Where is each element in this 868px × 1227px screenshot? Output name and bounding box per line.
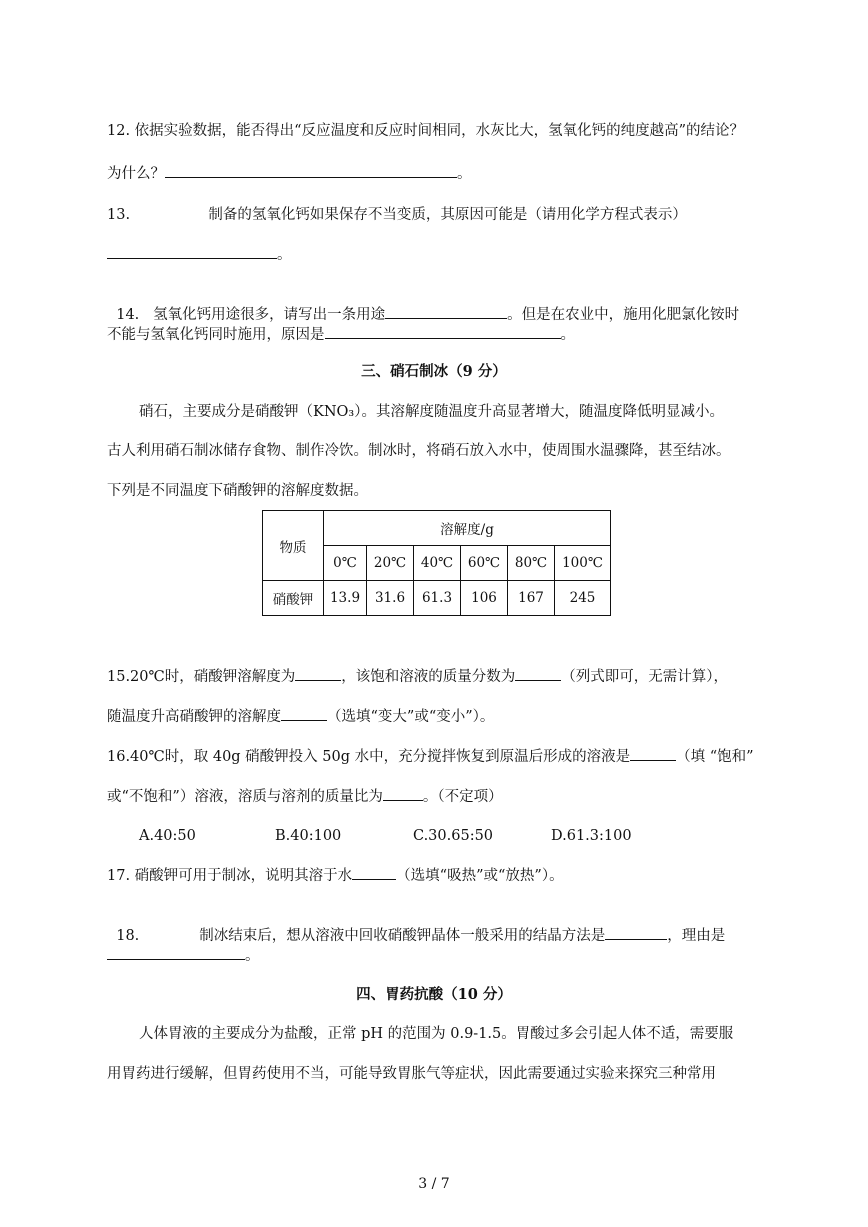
q12-line1: 12. 依据实验数据，能否得出“反应温度和反应时间相同，水灰比大，氢氧化钙的纯度越高”的结论？ [107, 123, 744, 139]
q17-answer-blank[interactable] [352, 865, 396, 880]
section3-title: 三、硝石制冰（9 分） [361, 363, 507, 380]
table-cell: 13.9 [324, 581, 367, 616]
q17-line [107, 865, 564, 886]
q16-option-d[interactable]: D.61.3:100 [551, 828, 632, 844]
q15-text-a: 15.20℃时，硝酸钾溶解度为 [107, 669, 296, 685]
q15-line1 [107, 666, 728, 687]
q16-line1 [107, 746, 754, 767]
q14-line2-suffix: 。 [560, 327, 575, 343]
q16-text-c: 或“不饱和”）溶液，溶质与溶剂的质量比为 [107, 789, 383, 805]
q16-saturation-blank[interactable] [630, 746, 676, 761]
page-number: 3 / 7 [418, 1176, 450, 1192]
q16-option-b[interactable]: B.40:100 [275, 828, 342, 844]
section4-para2: 用胃药进行缓解，但胃药使用不当，可能导致胃胀气等症状，因此需要通过实验来探究三种常用 [107, 1066, 716, 1082]
section4-para1: 人体胃液的主要成分为盐酸，正常 pH 的范围为 0.9-1.5。胃酸过多会引起人体不适，需要服 [139, 1026, 734, 1042]
q16-line2 [107, 786, 503, 807]
q14-line2 [107, 324, 575, 345]
table-temp: 20℃ [367, 546, 414, 581]
q13-suffix: 。 [277, 247, 292, 263]
q15-text-d: 随温度升高硝酸钾的溶解度 [107, 709, 281, 725]
section3-para3: 下列是不同温度下硝酸钾的溶解度数据。 [107, 483, 368, 499]
q14-suffix: 。但是在农业中，施用化肥氯化铵时 [507, 307, 740, 323]
q12-suffix: 。 [457, 166, 472, 182]
q15-text-b: ，该饱和溶液的质量分数为 [341, 669, 516, 685]
q17-text-b: （选填“吸热”或“放热”）。 [396, 868, 564, 884]
table-row-label: 硝酸钾 [263, 581, 324, 616]
solubility-table [262, 510, 611, 616]
q15-trend-blank[interactable] [281, 706, 327, 721]
q16-option-a[interactable]: A.40:50 [139, 828, 196, 844]
q18-reason-blank[interactable] [107, 945, 245, 960]
q13-line2 [107, 244, 292, 265]
q18-text-a: 18. 制冰结束后，想从溶液中回收硝酸钾晶体一般采用的结晶方法是 [116, 928, 606, 944]
table-cell: 61.3 [414, 581, 461, 616]
q17-text-a: 17. 硝酸钾可用于制冰，说明其溶于水 [107, 868, 353, 884]
q12-line2 [107, 163, 472, 184]
table-temp: 60℃ [461, 546, 508, 581]
table-solubility-header: 溶解度/g [324, 511, 611, 546]
q15-text-c: （列式即可，无需计算）， [561, 669, 728, 685]
q18-line2 [107, 945, 260, 966]
q12-answer-blank[interactable] [165, 163, 457, 178]
q15-text-e: （选填“变大”或“变小”）。 [327, 709, 495, 725]
q14-use-blank[interactable] [385, 304, 507, 319]
table-cell: 167 [508, 581, 555, 616]
table-cell: 106 [461, 581, 508, 616]
table-cell: 31.6 [367, 581, 414, 616]
q14-reason-blank[interactable] [325, 324, 561, 339]
q13-line1: 13. 制备的氢氧化钙如果保存不当变质，其原因可能是（请用化学方程式表示） [107, 207, 687, 223]
q18-line1 [107, 905, 725, 946]
q12-prefix: 为什么？ [107, 166, 165, 182]
q15-line2 [107, 706, 494, 727]
q18-method-blank[interactable] [605, 925, 667, 940]
section4-title: 四、胃药抗酸（10 分） [356, 986, 512, 1003]
q16-option-c[interactable]: C.30.65:50 [413, 828, 494, 844]
table-temp: 0℃ [324, 546, 367, 581]
section3-para2: 古人利用硝石制冰储存食物、制作冷饮。制冰时，将硝石放入水中，使周围水温骤降，甚至结冰。 [107, 443, 731, 459]
section3-para1: 硝石，主要成分是硝酸钾（KNO₃）。其溶解度随温度升高显著增大，随温度降低明显减小。 [139, 404, 724, 420]
q14-line2-prefix: 不能与氢氧化钙同时施用，原因是 [107, 327, 325, 343]
q16-text-b: （填 “饱和” [676, 749, 754, 765]
q16-text-a: 16.40℃时，取 40g 硝酸钾投入 50g 水中，充分搅拌恢复到原温后形成的溶液是 [107, 749, 631, 765]
q14-prefix: 14. 氢氧化钙用途很多，请写出一条用途 [116, 307, 386, 323]
q15-fraction-blank[interactable] [515, 666, 561, 681]
table-temp: 80℃ [508, 546, 555, 581]
q14-line1 [107, 284, 739, 325]
q18-text-b: ，理由是 [667, 928, 726, 944]
table-temp: 40℃ [414, 546, 461, 581]
q16-text-d: 。（不定项） [422, 789, 503, 805]
q16-ratio-blank[interactable] [383, 786, 423, 801]
q18-text-c: 。 [245, 948, 260, 964]
table-col0-header: 物质 [263, 511, 324, 581]
table-temp: 100℃ [555, 546, 611, 581]
q13-answer-blank[interactable] [107, 244, 277, 259]
q15-solubility-blank[interactable] [295, 666, 341, 681]
table-cell: 245 [555, 581, 611, 616]
